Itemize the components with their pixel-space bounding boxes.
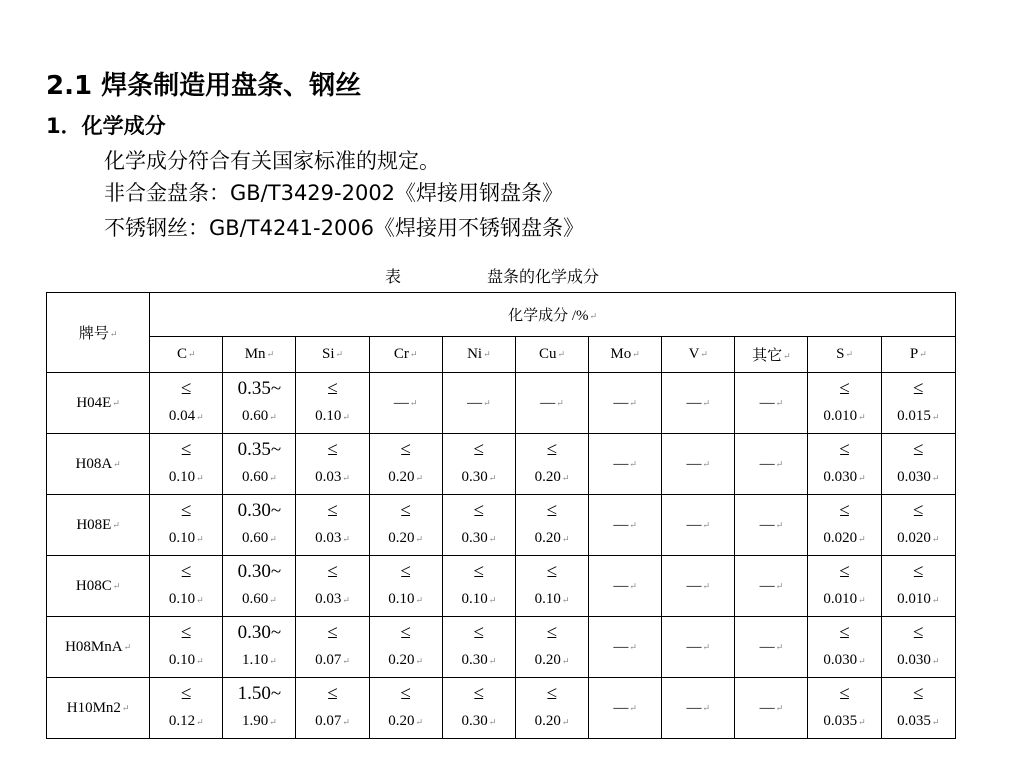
limit-value: 0.10↵ xyxy=(168,469,204,486)
grade-cell: H10Mn2↵ xyxy=(47,678,150,739)
composition-cell xyxy=(881,434,955,495)
table-row xyxy=(47,495,956,556)
limit-value: 0.12↵ xyxy=(168,713,204,730)
limit-value: 0.20↵ xyxy=(388,713,424,730)
composition-cell xyxy=(150,495,223,556)
composition-cell xyxy=(223,556,296,617)
element-header-cell: V↵ xyxy=(662,337,735,373)
limit-value: 0.03↵ xyxy=(315,530,350,547)
limit-prefix: ≤ xyxy=(181,622,192,643)
composition-cell: —↵ xyxy=(369,373,442,434)
limit-value: 0.30↵ xyxy=(461,713,497,730)
composition-cell: —↵ xyxy=(589,434,662,495)
composition-cell xyxy=(369,617,442,678)
element-header-row xyxy=(47,337,956,373)
composition-cell: —↵ xyxy=(735,556,808,617)
composition-cell xyxy=(150,678,223,739)
limit-prefix: ≤ xyxy=(839,683,850,704)
limit-prefix: ≤ xyxy=(839,561,850,582)
composition-cell xyxy=(442,678,515,739)
grade-cell: H08MnA↵ xyxy=(47,617,150,678)
limit-prefix: ≤ xyxy=(400,500,411,521)
table-caption-title: 盘条的化学成分 xyxy=(487,267,600,286)
composition-cell: —↵ xyxy=(589,678,662,739)
composition-cell xyxy=(515,434,588,495)
limit-value: 0.20↵ xyxy=(534,713,570,730)
limit-value: 0.20↵ xyxy=(388,530,424,547)
limit-value: 0.07↵ xyxy=(315,652,350,669)
composition-cell xyxy=(369,434,442,495)
limit-prefix: ≤ xyxy=(400,561,411,582)
limit-value: 0.010↵ xyxy=(897,591,940,608)
composition-cell: —↵ xyxy=(589,495,662,556)
limit-prefix: 0.30~ xyxy=(237,622,282,643)
limit-value: 1.10↵ xyxy=(242,652,277,669)
composition-cell xyxy=(881,678,955,739)
limit-value: 0.030↵ xyxy=(823,652,866,669)
composition-cell: —↵ xyxy=(662,373,735,434)
composition-cell xyxy=(442,434,515,495)
limit-value: 0.010↵ xyxy=(823,408,866,425)
element-header-cell: C↵ xyxy=(150,337,223,373)
composition-cell xyxy=(881,556,955,617)
table-row xyxy=(47,617,956,678)
composition-cell xyxy=(369,556,442,617)
table-row xyxy=(47,678,956,739)
grade-cell: H08E↵ xyxy=(47,495,150,556)
limit-value: 0.20↵ xyxy=(534,530,570,547)
table-row xyxy=(47,434,956,495)
limit-prefix: ≤ xyxy=(546,561,558,582)
composition-cell xyxy=(515,495,588,556)
limit-value: 0.30↵ xyxy=(461,652,497,669)
composition-cell: —↵ xyxy=(662,434,735,495)
composition-cell xyxy=(515,678,588,739)
table-body xyxy=(47,373,956,739)
limit-prefix: ≤ xyxy=(181,500,192,521)
composition-cell xyxy=(223,373,296,434)
limit-prefix: ≤ xyxy=(546,500,558,521)
composition-cell xyxy=(369,495,442,556)
limit-prefix: ≤ xyxy=(913,378,924,399)
composition-cell xyxy=(442,617,515,678)
limit-value: 0.60↵ xyxy=(242,530,277,547)
limit-prefix: ≤ xyxy=(400,439,411,460)
limit-prefix: ≤ xyxy=(181,439,192,460)
limit-prefix: ≤ xyxy=(839,378,850,399)
limit-value: 0.03↵ xyxy=(315,591,350,608)
element-header-cell: Si↵ xyxy=(296,337,369,373)
limit-prefix: ≤ xyxy=(327,622,338,643)
limit-prefix: ≤ xyxy=(546,622,558,643)
grade-cell: H08A↵ xyxy=(47,434,150,495)
limit-prefix: ≤ xyxy=(913,561,924,582)
limit-prefix: 0.30~ xyxy=(237,500,282,521)
composition-cell xyxy=(515,617,588,678)
composition-cell xyxy=(881,617,955,678)
limit-prefix: ≤ xyxy=(839,500,850,521)
limit-prefix: ≤ xyxy=(839,622,850,643)
composition-cell xyxy=(296,434,369,495)
limit-prefix: ≤ xyxy=(546,683,558,704)
limit-prefix: ≤ xyxy=(473,500,485,521)
limit-value: 0.60↵ xyxy=(242,591,277,608)
composition-cell xyxy=(150,434,223,495)
limit-value: 0.20↵ xyxy=(534,469,570,486)
composition-cell xyxy=(442,556,515,617)
limit-prefix: 0.35~ xyxy=(237,439,282,460)
composition-cell xyxy=(515,556,588,617)
composition-cell xyxy=(296,556,369,617)
composition-cell xyxy=(808,434,881,495)
element-header-cell: P↵ xyxy=(881,337,955,373)
limit-value: 0.04↵ xyxy=(168,408,204,425)
limit-value: 0.035↵ xyxy=(897,713,940,730)
limit-value: 0.10↵ xyxy=(168,530,204,547)
limit-prefix: ≤ xyxy=(327,500,338,521)
composition-cell xyxy=(442,495,515,556)
grade-column-header: 牌号↵ xyxy=(47,293,150,373)
element-header-cell: Ni↵ xyxy=(442,337,515,373)
composition-cell: —↵ xyxy=(515,373,588,434)
limit-value: 0.10↵ xyxy=(168,652,204,669)
composition-cell: —↵ xyxy=(589,373,662,434)
limit-value: 0.10↵ xyxy=(388,591,424,608)
limit-value: 0.015↵ xyxy=(897,408,940,425)
composition-cell: —↵ xyxy=(735,373,808,434)
composition-cell: —↵ xyxy=(735,434,808,495)
table-row xyxy=(47,373,956,434)
chemical-composition-table xyxy=(46,292,956,739)
limit-prefix: ≤ xyxy=(913,439,924,460)
composition-cell xyxy=(369,678,442,739)
composition-cell: —↵ xyxy=(735,617,808,678)
composition-cell xyxy=(808,495,881,556)
limit-value: 0.030↵ xyxy=(897,652,940,669)
composition-cell: —↵ xyxy=(662,678,735,739)
composition-cell xyxy=(223,495,296,556)
limit-prefix: ≤ xyxy=(181,378,192,399)
composition-cell xyxy=(881,495,955,556)
limit-prefix: ≤ xyxy=(327,439,338,460)
limit-value: 0.20↵ xyxy=(388,652,424,669)
composition-cell: —↵ xyxy=(735,678,808,739)
limit-value: 0.10↵ xyxy=(315,408,350,425)
composition-cell xyxy=(296,495,369,556)
limit-prefix: 0.35~ xyxy=(237,378,282,399)
composition-cell xyxy=(150,373,223,434)
limit-prefix: ≤ xyxy=(546,439,558,460)
composition-cell xyxy=(223,678,296,739)
composition-column-header: 化学成分 /%↵ xyxy=(150,293,956,337)
element-header-cell: Mo↵ xyxy=(589,337,662,373)
composition-cell: —↵ xyxy=(442,373,515,434)
limit-value: 0.030↵ xyxy=(823,469,866,486)
composition-cell xyxy=(296,617,369,678)
limit-prefix: 0.30~ xyxy=(237,561,282,582)
limit-value: 0.10↵ xyxy=(168,591,204,608)
composition-cell xyxy=(296,678,369,739)
composition-cell xyxy=(150,556,223,617)
composition-cell: —↵ xyxy=(735,495,808,556)
composition-cell xyxy=(223,434,296,495)
limit-prefix: ≤ xyxy=(400,683,411,704)
limit-prefix: ≤ xyxy=(181,561,192,582)
composition-cell xyxy=(808,678,881,739)
element-header-cell: Cu↵ xyxy=(515,337,588,373)
composition-cell: —↵ xyxy=(662,556,735,617)
limit-prefix: ≤ xyxy=(913,622,924,643)
limit-value: 0.020↵ xyxy=(823,530,866,547)
limit-value: 0.60↵ xyxy=(242,408,277,425)
body-line-non-alloy-standard: 非合金盘条：GB/T3429-2002《焊接用钢盘条》 xyxy=(104,181,564,205)
limit-prefix: ≤ xyxy=(181,683,192,704)
element-header-cell: Cr↵ xyxy=(369,337,442,373)
limit-value: 1.90↵ xyxy=(242,713,277,730)
limit-value: 0.30↵ xyxy=(461,469,497,486)
composition-cell: —↵ xyxy=(589,617,662,678)
element-header-cell: 其它↵ xyxy=(735,337,808,373)
limit-prefix: ≤ xyxy=(473,439,485,460)
limit-value: 0.20↵ xyxy=(388,469,424,486)
element-header-cell: S↵ xyxy=(808,337,881,373)
limit-prefix: ≤ xyxy=(327,378,338,399)
limit-value: 0.035↵ xyxy=(823,713,866,730)
grade-cell: H04E↵ xyxy=(47,373,150,434)
limit-value: 0.10↵ xyxy=(461,591,497,608)
limit-value: 0.20↵ xyxy=(534,652,570,669)
body-line-stainless-standard: 不锈钢丝：GB/T4241-2006《焊接用不锈钢盘条》 xyxy=(104,216,585,240)
limit-value: 0.020↵ xyxy=(897,530,940,547)
composition-cell xyxy=(808,556,881,617)
composition-cell: —↵ xyxy=(662,617,735,678)
section-heading: 2.1 焊条制造用盘条、钢丝 xyxy=(46,71,362,101)
limit-prefix: ≤ xyxy=(400,622,411,643)
composition-cell xyxy=(881,373,955,434)
limit-value: 0.60↵ xyxy=(242,469,277,486)
composition-cell: —↵ xyxy=(662,495,735,556)
limit-value: 0.030↵ xyxy=(897,469,940,486)
limit-prefix: ≤ xyxy=(473,622,485,643)
limit-prefix: 1.50~ xyxy=(237,683,282,704)
limit-prefix: ≤ xyxy=(913,683,924,704)
limit-prefix: ≤ xyxy=(327,683,338,704)
limit-value: 0.07↵ xyxy=(315,713,350,730)
limit-prefix: ≤ xyxy=(473,683,485,704)
element-header-cell: Mn↵ xyxy=(223,337,296,373)
composition-cell xyxy=(150,617,223,678)
composition-cell xyxy=(808,617,881,678)
limit-prefix: ≤ xyxy=(473,561,485,582)
body-line-standard-compliance: 化学成分符合有关国家标准的规定。 xyxy=(104,149,440,173)
limit-prefix: ≤ xyxy=(913,500,924,521)
limit-value: 0.30↵ xyxy=(461,530,497,547)
limit-value: 0.010↵ xyxy=(823,591,866,608)
limit-prefix: ≤ xyxy=(327,561,338,582)
table-row xyxy=(47,556,956,617)
composition-cell xyxy=(808,373,881,434)
grade-cell: H08C↵ xyxy=(47,556,150,617)
subsection-heading: 1．化学成分 xyxy=(46,114,166,138)
limit-prefix: ≤ xyxy=(839,439,850,460)
composition-cell: —↵ xyxy=(589,556,662,617)
composition-cell xyxy=(223,617,296,678)
composition-cell xyxy=(296,373,369,434)
limit-value: 0.10↵ xyxy=(534,591,570,608)
table-caption-label: 表 xyxy=(385,267,402,286)
limit-value: 0.03↵ xyxy=(315,469,350,486)
